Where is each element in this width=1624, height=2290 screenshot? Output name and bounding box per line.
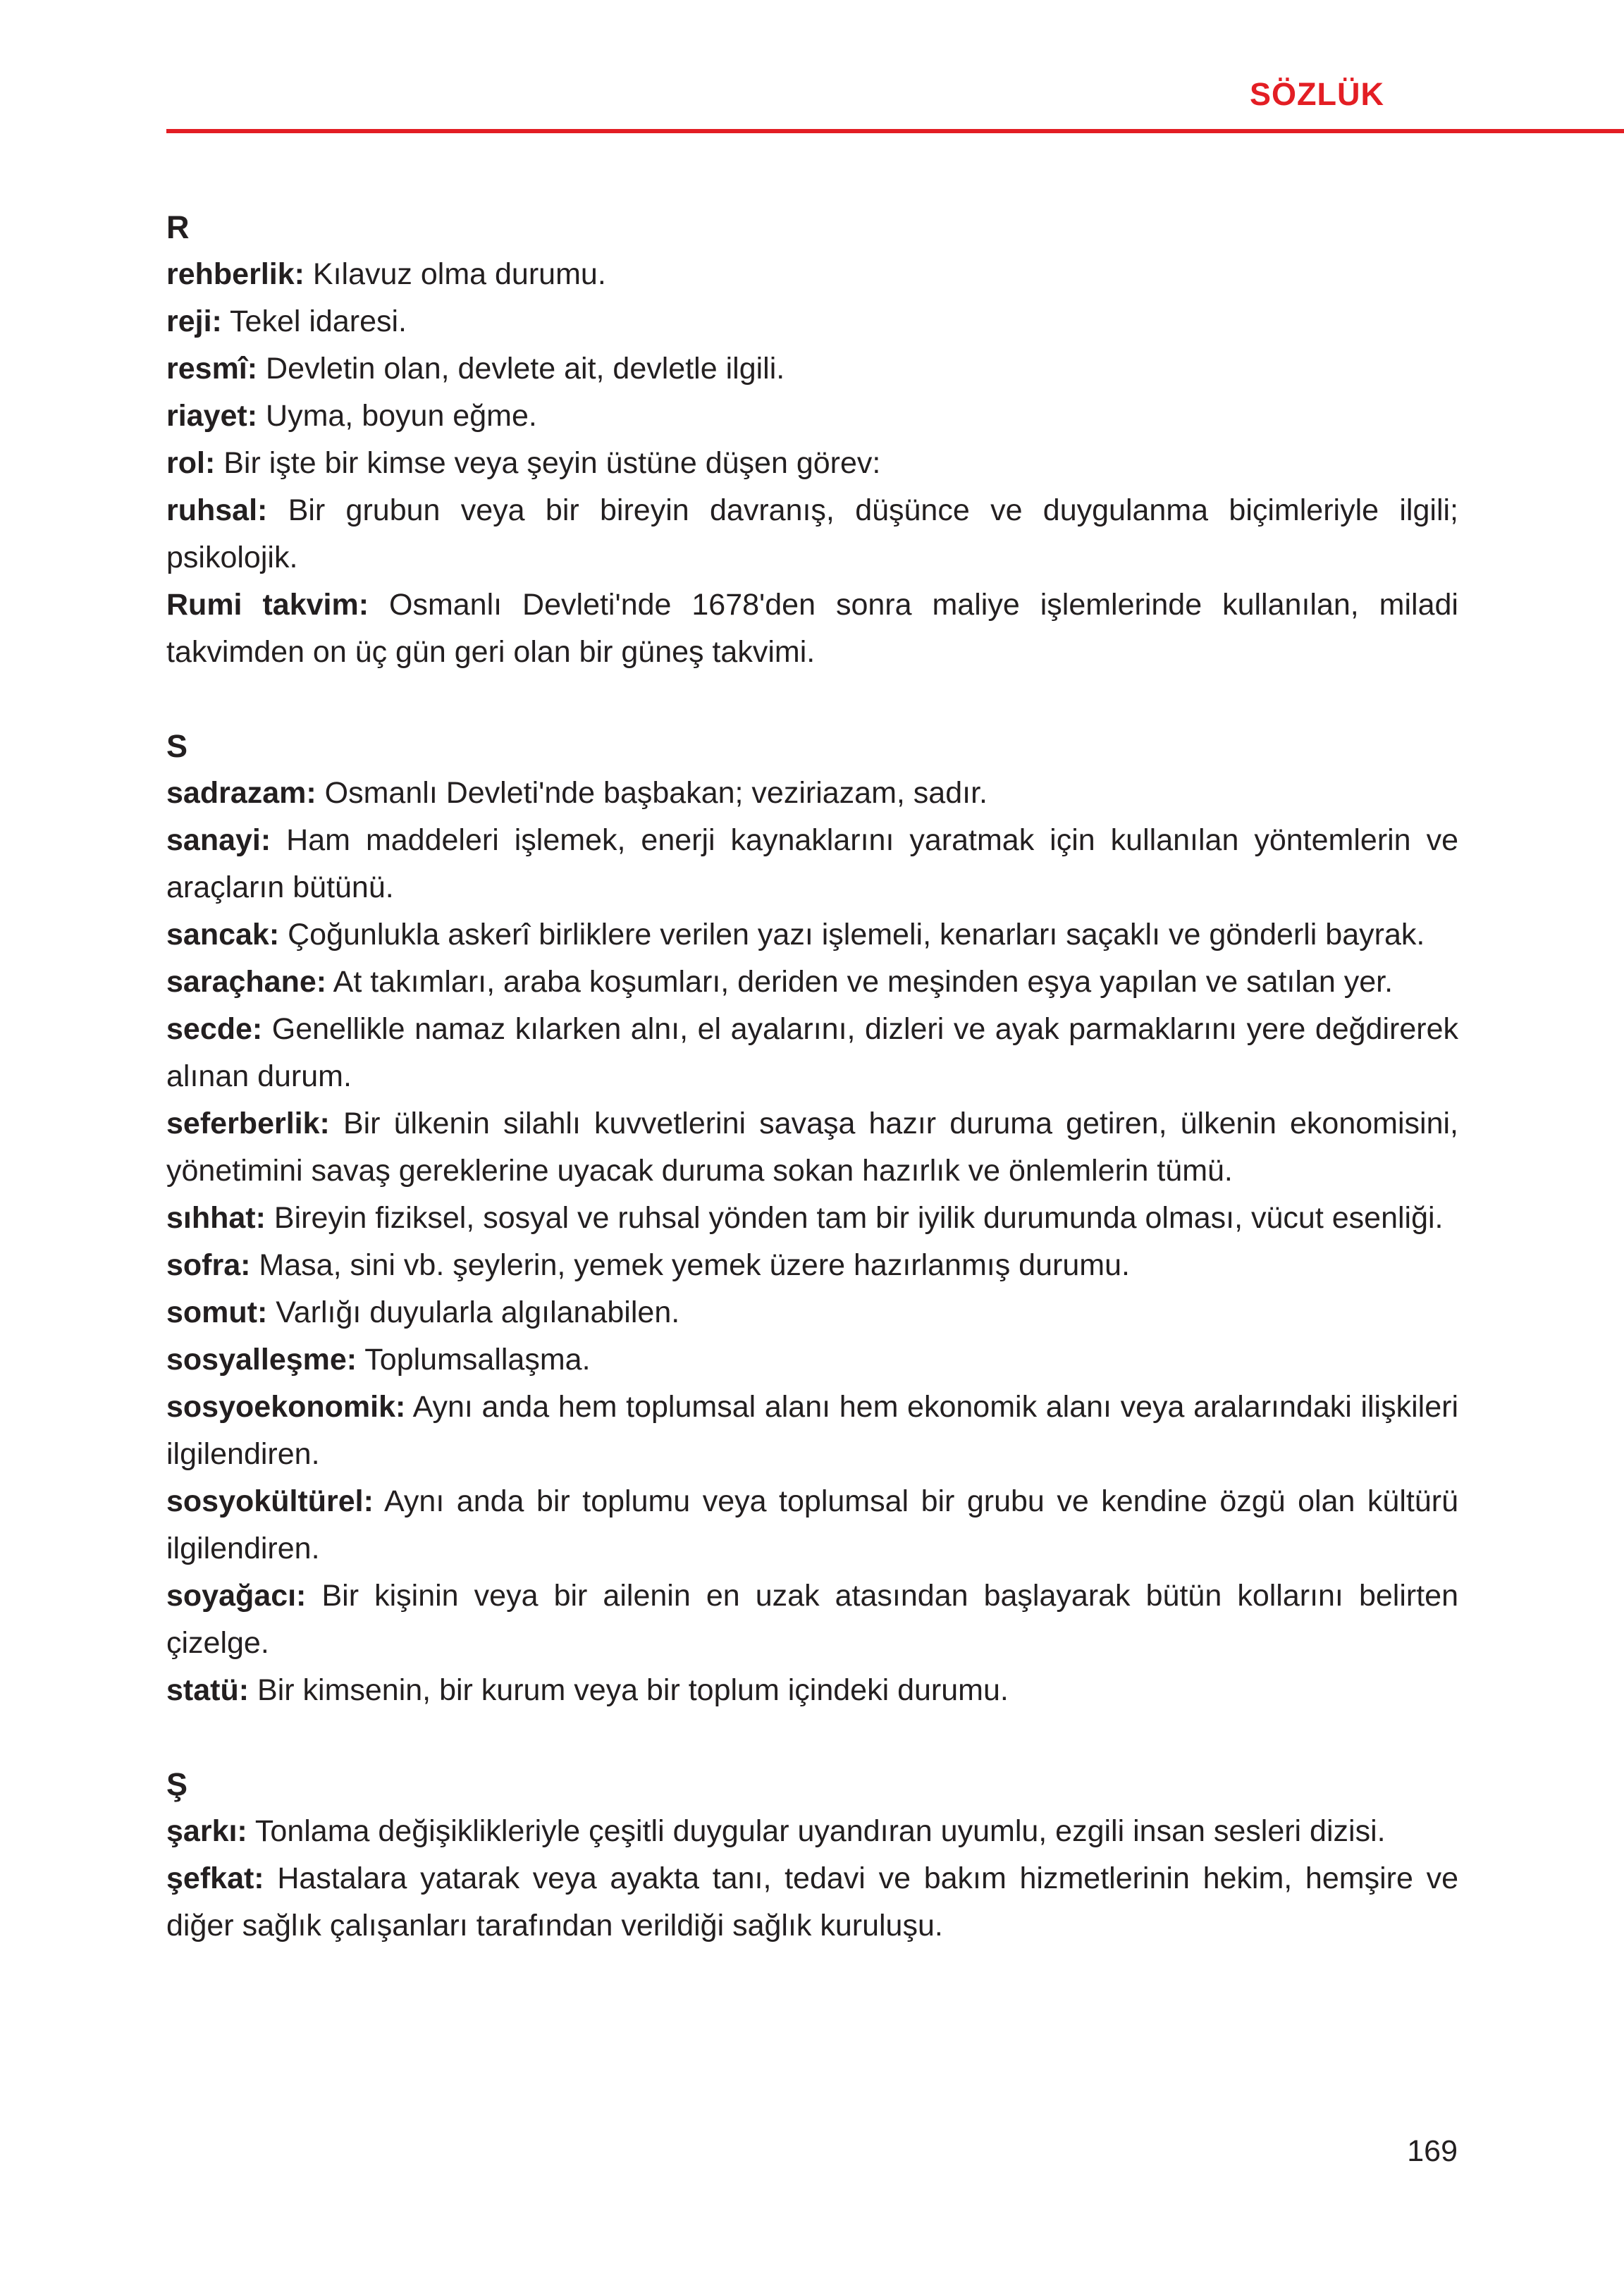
entry-definition: Varlığı duyularla algılanabilen. [267,1295,680,1329]
entry-term: riayet: [166,399,258,433]
section-letter: Ş [166,1766,188,1802]
entry-definition: Bir ülkenin silahlı kuvvetlerini savaşa hazır duruma getiren, ülkenin ekonomisini, yönetimini savaş gereklerine uyacak duruma sokan hazırlık ve önlemlerin tümü. [166,1107,1458,1188]
entry-term: sancak: [166,918,280,952]
section-sh [166,1761,1458,1950]
entry-definition: Osmanlı Devleti'nde başbakan; veziriazam, sadır. [316,776,988,810]
entry-definition: Tonlama değişiklikleriyle çeşitli duygular uyandıran uyumlu, ezgili insan sesleri dizisi. [247,1814,1386,1848]
entry-definition: Kılavuz olma durumu. [304,257,606,291]
entry-definition: Çoğunlukla askerî birliklere verilen yazı işlemeli, kenarları saçaklı ve gönderli bayrak. [279,918,1425,952]
entry-definition: Masa, sini vb. şeylerin, yemek yemek üzere hazırlanmış durumu. [250,1248,1130,1282]
glossary-entry [166,1006,1458,1100]
glossary-entry [166,1667,1458,1714]
entry-definition: Devletin olan, devlete ait, devletle ilgili. [257,352,785,386]
entry-term: sosyalleşme: [166,1343,357,1377]
entry-term: saraçhane: [166,965,327,999]
entry-term: reji: [166,304,222,338]
entry-term: statü: [166,1673,250,1707]
glossary-entry [166,1572,1458,1667]
section-letter: S [166,728,188,764]
entry-definition: Hastalara yatarak veya ayakta tanı, tedavi ve bakım hizmetlerinin hekim, hemşire ve diğer sağlık çalışanları tarafından verildiği sağlık kuruluşu. [166,1861,1458,1943]
entry-term: Rumi takvim: [166,588,369,622]
entry-definition: Bir grubun veya bir bireyin davranış, düşünce ve duygulanma biçimleriyle ilgili; psikolojik. [166,493,1458,574]
entry-term: şefkat: [166,1861,264,1895]
glossary-entry [166,1855,1458,1950]
entry-definition: Aynı anda bir toplumu veya toplumsal bir grubu ve kendine özgü olan kültürü ilgilendiren. [166,1484,1458,1565]
entry-definition: Bir işte bir kimse veya şeyin üstüne düşen görev: [215,446,881,480]
entry-term: sosyokültürel: [166,1484,374,1518]
entry-definition: Bir kimsenin, bir kurum veya bir toplum içindeki durumu. [249,1673,1009,1707]
entry-term: secde: [166,1012,263,1046]
glossary-entry [166,581,1458,676]
glossary-entry [166,1336,1458,1384]
entry-term: ruhsal: [166,493,268,527]
glossary-entry [166,911,1458,959]
page-number: 169 [1407,2134,1458,2168]
glossary-content [166,204,1458,1997]
glossary-entry [166,345,1458,393]
glossary-entry [166,1242,1458,1289]
entry-term: soyağacı: [166,1579,307,1613]
entry-term: sanayi: [166,823,271,857]
section-r [166,204,1458,676]
entry-term: somut: [166,1295,268,1329]
entry-term: rol: [166,446,216,480]
glossary-entry [166,251,1458,298]
entry-term: sıhhat: [166,1201,266,1235]
entry-definition: Aynı anda hem toplumsal alanı hem ekonomik alanı veya aralarındaki ilişkileri ilgilendiren. [166,1390,1458,1471]
entry-term: şarkı: [166,1814,247,1848]
glossary-entry [166,1289,1458,1336]
entry-term: seferberlik: [166,1107,330,1140]
glossary-entry [166,1808,1458,1855]
entry-term: resmî: [166,352,258,386]
entry-definition: Tekel idaresi. [221,304,407,338]
glossary-entry [166,440,1458,487]
glossary-entry [166,487,1458,581]
entry-definition: Genellikle namaz kılarken alnı, el ayalarını, dizleri ve ayak parmaklarını yere değdirerek alınan durum. [166,1012,1458,1093]
glossary-entry [166,1478,1458,1572]
entry-definition: Osmanlı Devleti'nde 1678'den sonra maliye işlemlerinde kullanılan, miladi takvimden on üç gün geri olan bir güneş takvimi. [166,588,1458,669]
glossary-entry [166,1100,1458,1195]
section-letter: R [166,209,190,245]
section-s [166,723,1458,1714]
glossary-entry [166,393,1458,440]
entry-term: sosyoekonomik: [166,1390,406,1424]
glossary-entry [166,817,1458,911]
entry-definition: Toplumsallaşma. [357,1343,591,1377]
glossary-entry [166,959,1458,1006]
glossary-entry [166,770,1458,817]
glossary-entry [166,298,1458,345]
entry-term: sofra: [166,1248,251,1282]
entry-term: rehberlik: [166,257,304,291]
entry-definition: Bir kişinin veya bir ailenin en uzak atasından başlayarak bütün kollarını belirten çizelge. [166,1579,1458,1660]
entry-definition: At takımları, araba koşumları, deriden ve meşinden eşya yapılan ve satılan yer. [326,965,1394,999]
entry-term: sadrazam: [166,776,316,810]
entry-definition: Bireyin fiziksel, sosyal ve ruhsal yönden tam bir iyilik durumunda olması, vücut esenliği. [265,1201,1444,1235]
page-header-title: SÖZLÜK [1250,76,1384,112]
entry-definition: Ham maddeleri işlemek, enerji kaynaklarını yaratmak için kullanılan yöntemlerin ve araçların bütünü. [166,823,1458,904]
glossary-entry [166,1384,1458,1478]
entry-definition: Uyma, boyun eğme. [257,399,537,433]
header-divider [166,129,1624,133]
glossary-entry [166,1195,1458,1242]
